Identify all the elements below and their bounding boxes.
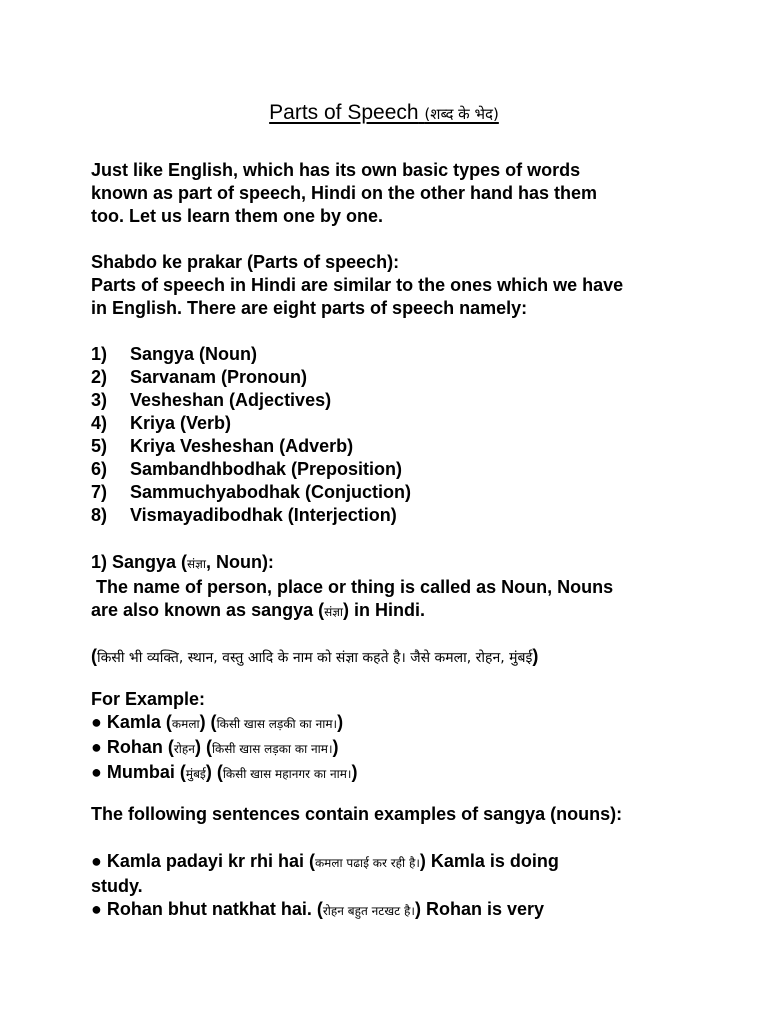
hindi-definition-line bbox=[91, 645, 691, 670]
sentences-heading-block bbox=[91, 803, 691, 826]
sangya-definition-line bbox=[91, 599, 691, 624]
bullet: ● bbox=[91, 899, 102, 919]
hindi-def-close: ) bbox=[532, 646, 539, 666]
sangya-definition-line: The name of person, place or thing is called as Noun, Nouns bbox=[91, 577, 614, 597]
page-title bbox=[0, 99, 768, 128]
hindi-def-text: किसी भी व्यक्ति, स्थान, वस्तु आदि के नाम को संज्ञा कहते है। जैसे कमला, रोहन, मुंबई bbox=[97, 650, 533, 666]
prakar-line: Parts of speech in Hindi are similar to the ones which we have bbox=[91, 275, 624, 295]
sentence-roman: Kamla padayi kr rhi hai bbox=[106, 851, 304, 871]
example-name: Rohan bbox=[106, 737, 163, 757]
intro-line: Just like English, which has its own basic types of words bbox=[91, 160, 581, 180]
example-name: Mumbai bbox=[106, 762, 175, 782]
list-label: Vesheshan (Adjectives) bbox=[130, 390, 332, 410]
intro-line: too. Let us learn them one by one. bbox=[91, 206, 384, 226]
sentence-item: ● Kamla padayi kr rhi hai (कमला पढाई कर रही है।) Kamla is doing bbox=[91, 851, 559, 871]
hindi-definition bbox=[91, 645, 691, 670]
prakar-line: in English. There are eight parts of speech namely: bbox=[91, 298, 528, 318]
list-label: Sarvanam (Pronoun) bbox=[130, 367, 308, 387]
sangya-line2-hindi: संज्ञा bbox=[324, 605, 344, 619]
sentence-english: Rohan is very bbox=[425, 899, 544, 919]
sentence-continuation: study. bbox=[91, 876, 143, 896]
list-item bbox=[91, 458, 691, 481]
example-item: ● Mumbai (मुंबई) (किसी खास महानगर का नाम।) bbox=[91, 762, 358, 782]
list-number: 2) bbox=[91, 367, 108, 387]
sangya-heading-hindi: संज्ञा bbox=[187, 557, 206, 571]
intro-line: known as part of speech, Hindi on the other hand has them bbox=[91, 183, 598, 203]
parts-list bbox=[91, 343, 691, 527]
example-hindi-name: रोहन bbox=[173, 742, 195, 756]
sentence-item: ● Rohan bhut natkhat hai. (रोहन बहुत नटखट है।) Rohan is very bbox=[91, 899, 544, 919]
sangya-heading-prefix: 1) Sangya ( bbox=[91, 552, 188, 572]
bullet: ● bbox=[91, 851, 102, 871]
example-hindi-name: कमला bbox=[171, 717, 200, 731]
list-item bbox=[91, 366, 691, 389]
prakar-paragraph bbox=[91, 251, 691, 320]
list-label: Vismayadibodhak (Interjection) bbox=[130, 505, 397, 525]
title-english: Parts of Speech bbox=[269, 101, 419, 124]
bullet: ● bbox=[91, 712, 102, 732]
list-number: 4) bbox=[91, 413, 108, 433]
example-hindi-desc: किसी खास महानगर का नाम। bbox=[222, 767, 352, 781]
list-number: 7) bbox=[91, 482, 108, 502]
example-hindi-desc: किसी खास लड़की का नाम। bbox=[216, 717, 338, 731]
list-item bbox=[91, 389, 691, 412]
example-item: ● Rohan (रोहन) (किसी खास लड़का का नाम।) bbox=[91, 737, 339, 757]
example-item: ● Kamla (कमला) (किसी खास लड़की का नाम।) bbox=[91, 712, 344, 732]
sentence-hindi: रोहन बहुत नटखट है। bbox=[322, 904, 415, 918]
list-item bbox=[91, 504, 691, 527]
list-number: 1) bbox=[91, 344, 108, 364]
list-number: 3) bbox=[91, 390, 108, 410]
sangya-line2-prefix: are also known as sangya ( bbox=[91, 600, 325, 620]
list-number: 6) bbox=[91, 459, 108, 479]
sangya-section bbox=[91, 551, 691, 624]
sentence-english: Kamla is doing bbox=[430, 851, 559, 871]
sentence-roman: Rohan bhut natkhat hai. bbox=[106, 899, 312, 919]
list-label: Sammuchyabodhak (Conjuction) bbox=[130, 482, 412, 502]
list-label: Sangya (Noun) bbox=[130, 344, 258, 364]
list-number: 5) bbox=[91, 436, 108, 456]
list-number: 8) bbox=[91, 505, 108, 525]
sangya-heading-suffix: , Noun): bbox=[205, 552, 274, 572]
list-item bbox=[91, 343, 691, 366]
list-label: Sambandhbodhak (Preposition) bbox=[130, 459, 403, 479]
example-hindi-name: मुंबई bbox=[185, 767, 206, 781]
examples-section bbox=[91, 688, 691, 786]
example-hindi-desc: किसी खास लड़का का नाम। bbox=[211, 742, 333, 756]
hindi-def-open: ( bbox=[91, 646, 97, 666]
examples-heading: For Example: bbox=[91, 689, 206, 709]
bullet: ● bbox=[91, 737, 102, 757]
intro-paragraph bbox=[91, 159, 691, 228]
sentences-section bbox=[91, 850, 691, 923]
list-item bbox=[91, 435, 691, 458]
list-label: Kriya (Verb) bbox=[130, 413, 232, 433]
sangya-heading bbox=[91, 551, 691, 576]
list-item bbox=[91, 481, 691, 504]
list-label: Kriya Vesheshan (Adverb) bbox=[130, 436, 354, 456]
prakar-heading: Shabdo ke prakar (Parts of speech): bbox=[91, 252, 400, 272]
bullet: ● bbox=[91, 762, 102, 782]
title-hindi: (शब्द के भेद) bbox=[424, 105, 499, 123]
list-item bbox=[91, 412, 691, 435]
example-name: Kamla bbox=[106, 712, 161, 732]
sentences-heading: The following sentences contain examples of sangya (nouns): bbox=[91, 804, 623, 824]
sentence-hindi: कमला पढाई कर रही है। bbox=[314, 856, 420, 870]
sangya-line2-suffix: ) in Hindi. bbox=[343, 600, 426, 620]
